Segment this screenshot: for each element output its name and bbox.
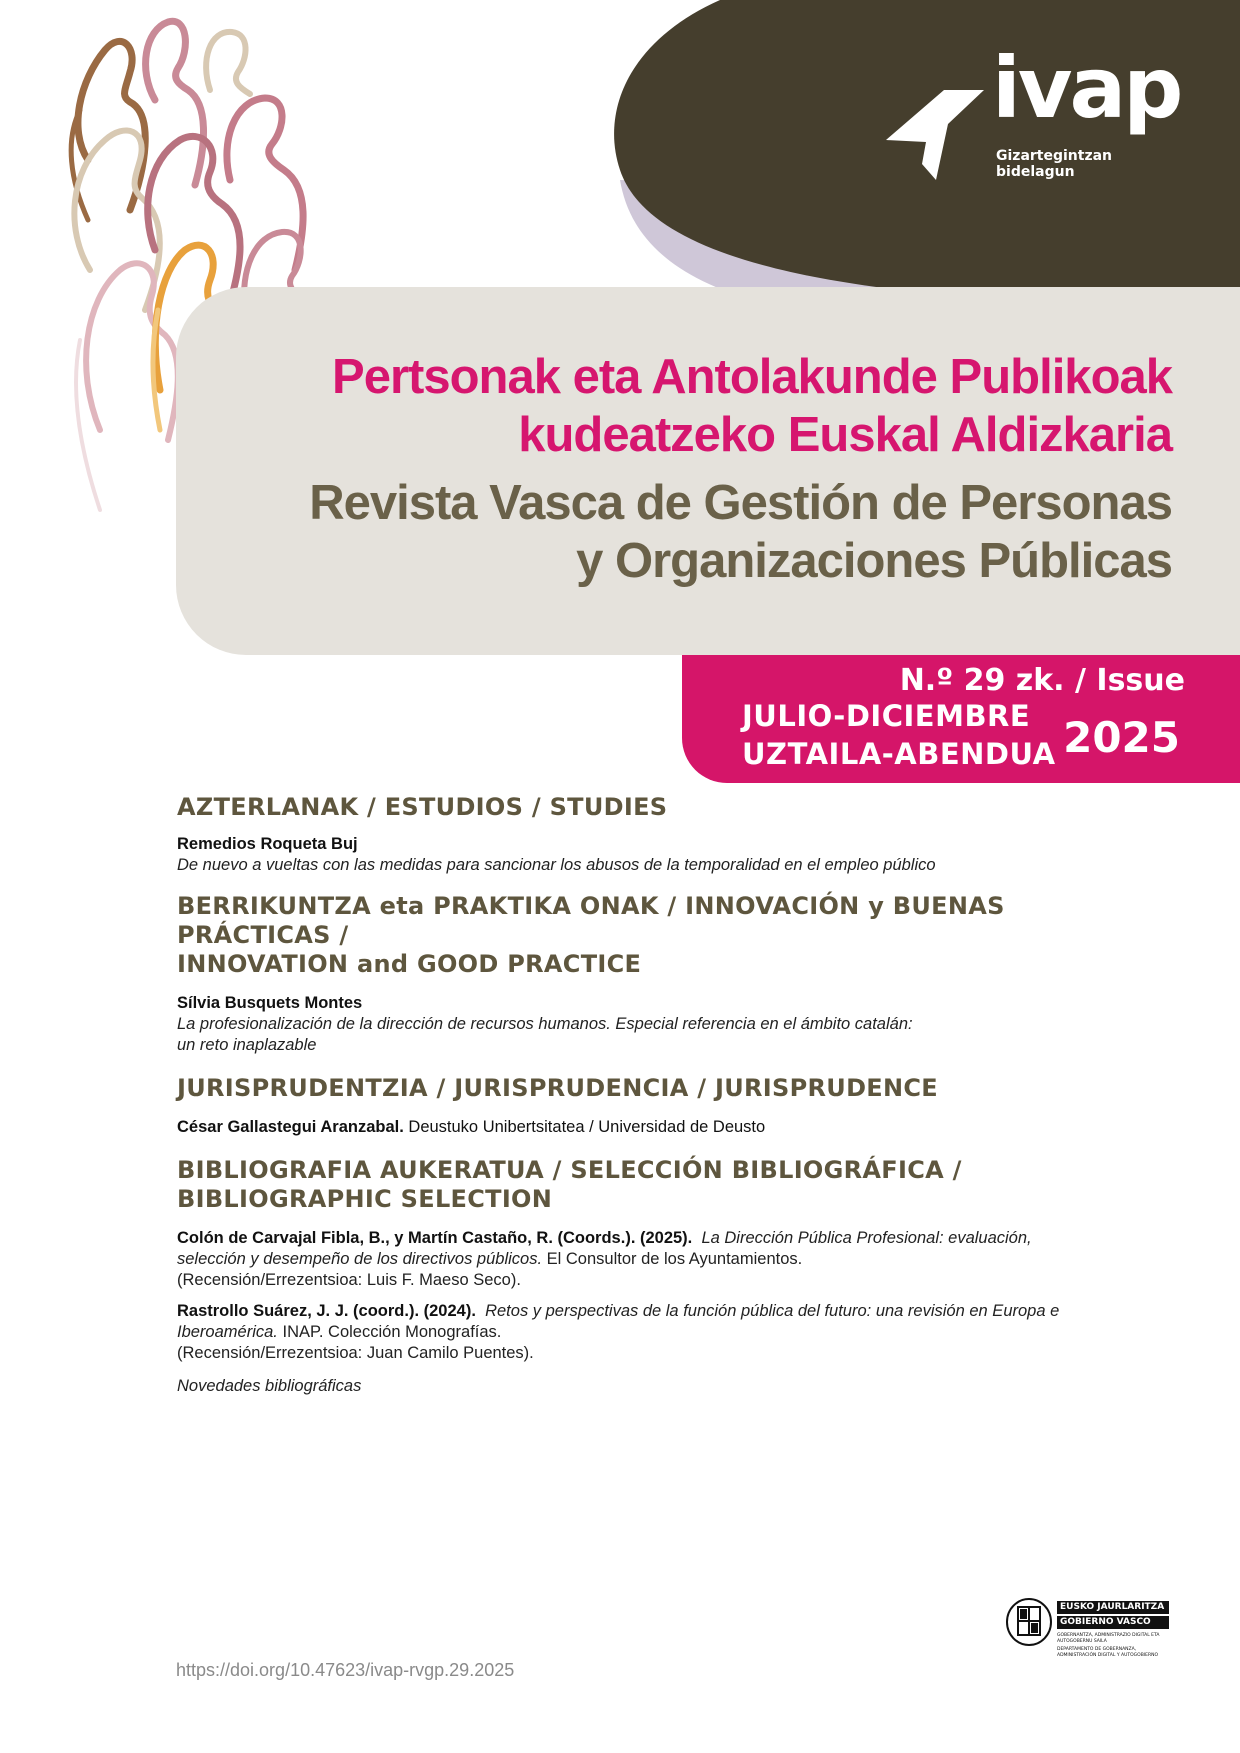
gov-name-eu: EUSKO JAURLARITZA [1057, 1601, 1169, 1614]
issue-badge [682, 655, 1240, 783]
doi-link[interactable]: https://doi.org/10.47623/ivap-rvgp.29.2025 [176, 1660, 515, 1680]
section-heading-line2: INNOVATION and GOOD PRACTICE [177, 950, 642, 978]
table-of-contents [177, 793, 1157, 1397]
article-title-line1: La profesionalización de la dirección de recursos humanos. Especial referencia en el ámbito catalán: [177, 1015, 913, 1033]
gov-department-es: DEPARTAMENTO DE GOBERNANZA, ADMINISTRACIÓN DIGITAL Y AUTOGOBIERNO [1057, 1647, 1158, 1658]
issue-period-eu: UZTAILA-ABENDUA [742, 737, 1056, 771]
section-jurisprudence [177, 1074, 1157, 1138]
reference-line [177, 1301, 1157, 1322]
section-studies [177, 793, 1157, 876]
article-author: Remedios Roqueta Buj [177, 835, 358, 853]
logo-subtitle-line1: Gizartegintzan [996, 148, 1113, 164]
bibliography-entry [177, 1228, 1157, 1291]
section-heading: AZTERLANAK / ESTUDIOS / STUDIES [177, 793, 668, 821]
ivap-arrow-icon [886, 90, 988, 180]
gov-department-eu: GOBERNANTZA, ADMINISTRAZIO DIGITAL ETA AUTOGOBERNU SAILA [1057, 1633, 1160, 1644]
section-heading-line2: BIBLIOGRAPHIC SELECTION [177, 1185, 553, 1213]
reference-title-part2: Iberoamérica. [177, 1323, 278, 1341]
reference-line [177, 1249, 1157, 1270]
article-author: César Gallastegui Aranzabal. [177, 1118, 404, 1136]
basque-government-logo [1005, 1597, 1170, 1667]
reference-line [177, 1228, 1157, 1249]
logo-wordmark: ivap [992, 39, 1181, 137]
issue-period-es: JULIO-DICIEMBRE [742, 699, 1031, 733]
issue-number: N.º 29 zk. / Issue [899, 663, 1185, 698]
bibliography-entry [177, 1301, 1157, 1364]
reference-review: (Recensión/Errezentsioa: Luis F. Maeso Seco). [177, 1271, 521, 1289]
reference-publisher: INAP. Colección Monografías. [282, 1323, 502, 1341]
reference-review: (Recensión/Errezentsioa: Juan Camilo Puentes). [177, 1344, 534, 1362]
title-basque-line1: Pertsonak eta Antolakunde Publikoak [332, 350, 1172, 404]
section-heading: JURISPRUDENTZIA / JURISPRUDENCIA / JURISPRUDENCE [177, 1074, 938, 1102]
logo-subtitle-line2: bidelagun [996, 164, 1075, 180]
reference-title-part1: La Dirección Pública Profesional: evaluación, [701, 1229, 1032, 1247]
article-title: De nuevo a vueltas con las medidas para sancionar los abusos de la temporalidad en el empleo público [177, 856, 936, 874]
reference-authors: Rastrollo Suárez, J. J. (coord.). (2024). [177, 1302, 476, 1320]
section-heading-line1: BERRIKUNTZA eta PRAKTIKA ONAK / INNOVACIÓN y BUENAS PRÁCTICAS / [177, 892, 1005, 949]
coat-of-arms-icon [1005, 1597, 1053, 1647]
title-panel [176, 287, 1240, 655]
title-spanish-line2: y Organizaciones Públicas [576, 534, 1172, 588]
reference-publisher: El Consultor de los Ayuntamientos. [546, 1250, 803, 1268]
reference-title-part1: Retos y perspectivas de la función pública del futuro: una revisión en Europa e [485, 1302, 1060, 1320]
section-innovation [177, 892, 1157, 1056]
gov-name-es: GOBIERNO VASCO [1057, 1616, 1169, 1629]
author-affiliation: Deustuko Unibertsitatea / Universidad de Deusto [408, 1118, 766, 1136]
reference-title-part2: selección y desempeño de los directivos públicos. [177, 1250, 543, 1268]
article-author-line [177, 1117, 1157, 1138]
reference-line [177, 1322, 1157, 1343]
section-bibliography [177, 1156, 1157, 1397]
logo-subtitle [996, 148, 1112, 180]
section-heading-line1: BIBLIOGRAFIA AUKERATUA / SELECCIÓN BIBLIOGRÁFICA / [177, 1156, 962, 1184]
issue-year: 2025 [1063, 713, 1180, 762]
article-author: Sílvia Busquets Montes [177, 994, 363, 1012]
ivap-logo [882, 39, 1182, 190]
title-spanish-line1: Revista Vasca de Gestión de Personas [309, 476, 1172, 530]
article-title-line2: un reto inaplazable [177, 1036, 317, 1054]
bibliography-news: Novedades bibliográficas [177, 1377, 362, 1395]
title-basque-line2: kudeatzeko Euskal Aldizkaria [518, 408, 1172, 462]
reference-authors: Colón de Carvajal Fibla, B., y Martín Castaño, R. (Coords.). (2025). [177, 1229, 693, 1247]
